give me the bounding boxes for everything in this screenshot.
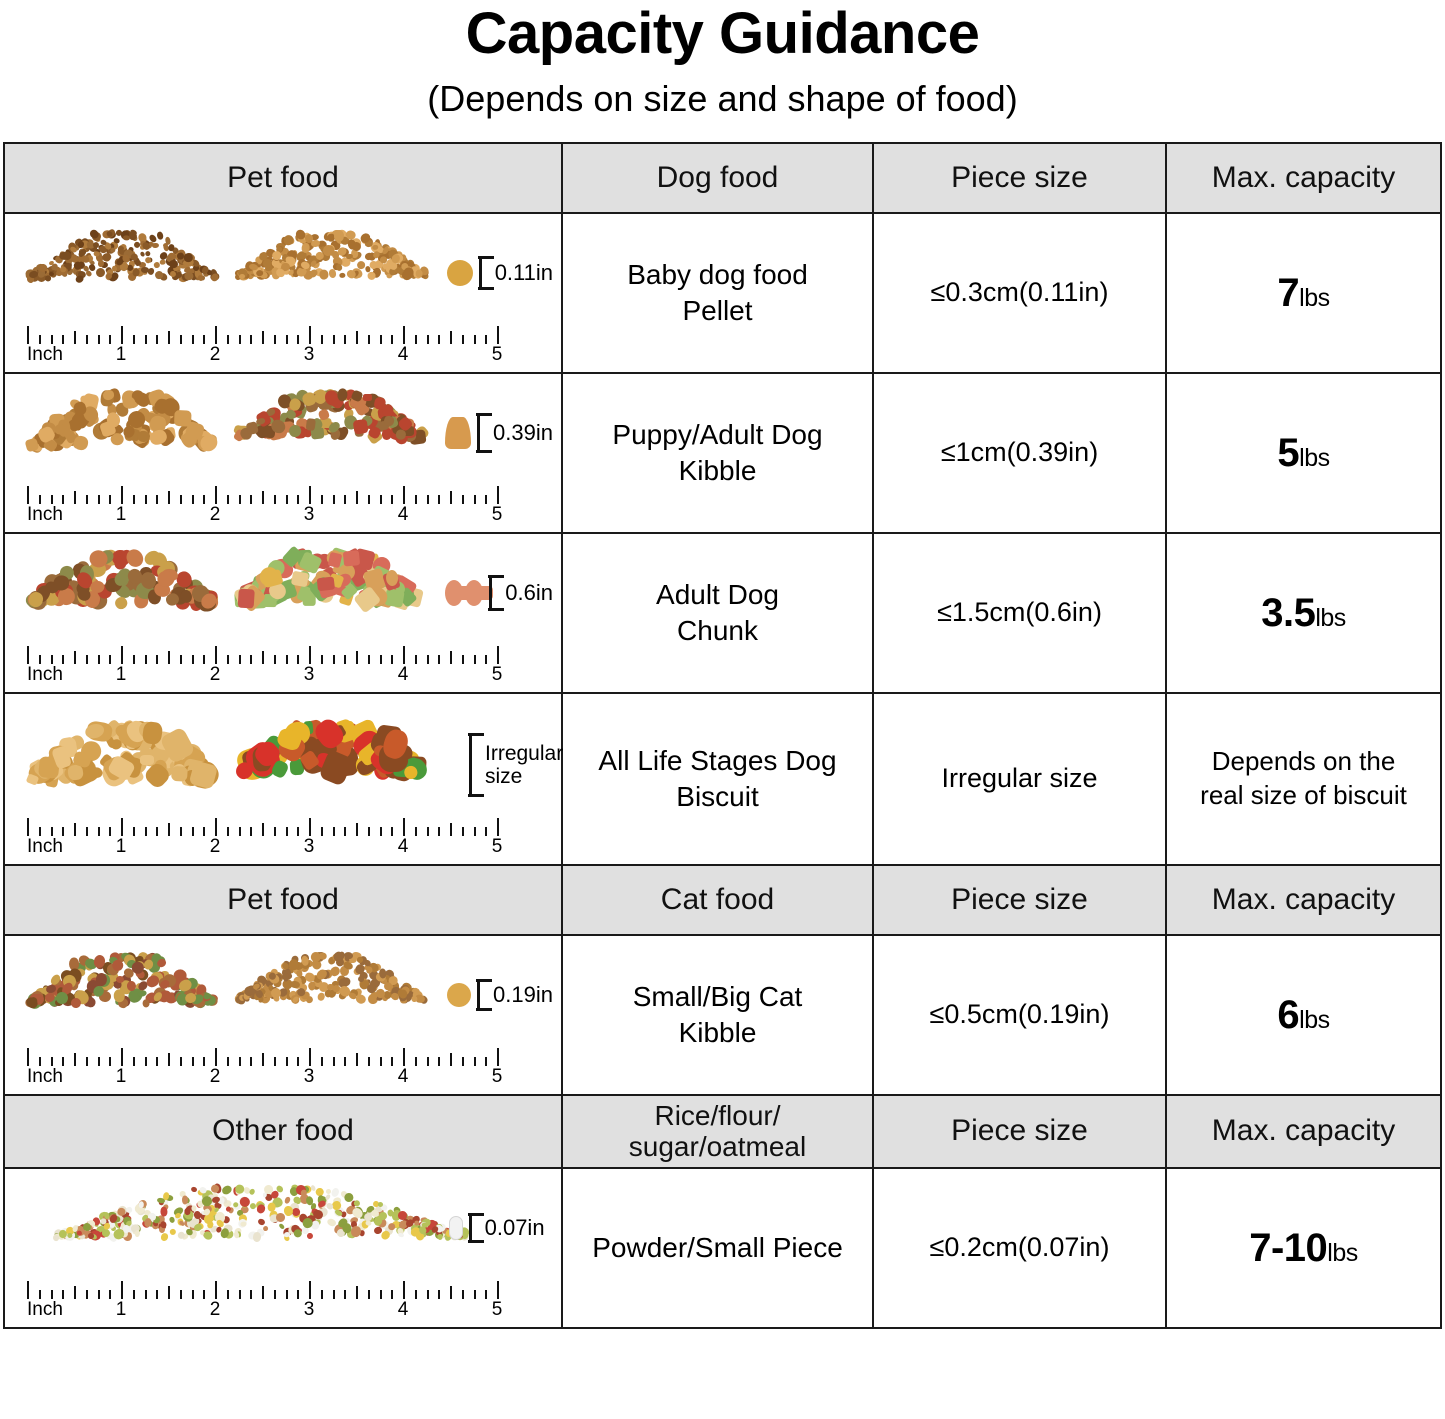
ruler-number: 2: [209, 504, 221, 526]
measure-label: Irregular size: [485, 741, 564, 789]
food-pile-image: [234, 722, 427, 808]
table-row: [4, 935, 1441, 1095]
ruler-number: 5: [491, 1066, 503, 1088]
ruler-number: 1: [115, 664, 127, 686]
table-row: [4, 693, 1441, 865]
food-name-line2: Chunk: [677, 615, 758, 647]
capacity-value: 5: [1277, 431, 1300, 476]
food-pile-image: [234, 550, 427, 636]
ruler-numbers: [27, 344, 503, 368]
ruler-number: 1: [115, 1298, 127, 1320]
ruler-numbers: [27, 504, 503, 528]
capacity-value: 7: [1277, 271, 1300, 316]
food-pile-image: [53, 1185, 469, 1271]
capacity-table: [3, 142, 1442, 1329]
header-piece-size: Piece size: [873, 865, 1166, 935]
header-cat-food: Cat food: [562, 865, 873, 935]
header-max-capacity: Max. capacity: [1166, 1095, 1441, 1168]
ruler-number: 4: [397, 1066, 409, 1088]
capacity-cell: [1166, 935, 1441, 1095]
ruler-number: 2: [209, 1298, 221, 1320]
measure-label: 0.6in: [505, 579, 553, 605]
measure-label: 0.07in: [484, 1214, 545, 1240]
sample-cell: [4, 1168, 562, 1328]
table-row: [4, 373, 1441, 533]
ruler-number: 3: [303, 1066, 315, 1088]
section-header-dog: [4, 143, 1441, 213]
food-name-cell: [562, 213, 873, 373]
food-pile-image: [25, 952, 219, 1038]
ruler-number: 1: [115, 504, 127, 526]
ruler-number: 1: [115, 344, 127, 366]
ruler-number: 5: [491, 836, 503, 858]
food-pile-image: [235, 952, 429, 1038]
measurement-bracket: [469, 1213, 545, 1243]
ruler-number: 1: [115, 1066, 127, 1088]
ruler-numbers: [27, 664, 503, 688]
capacity-value: 6: [1277, 993, 1300, 1038]
ruler-number: 2: [209, 836, 221, 858]
capacity-cell: [1166, 213, 1441, 373]
piece-size-cell: ≤1.5cm(0.6in): [873, 533, 1166, 693]
ruler-number: 3: [303, 836, 315, 858]
food-name-line1: Puppy/Adult Dog: [612, 418, 823, 450]
header-max-capacity: Max. capacity: [1166, 143, 1441, 213]
sample-cell: [4, 373, 562, 533]
ruler-ticks: [27, 1277, 497, 1299]
ruler-number: 3: [303, 344, 315, 366]
food-name-line1: All Life Stages Dog: [598, 744, 837, 776]
ruler-number: 4: [397, 344, 409, 366]
header-max-capacity: Max. capacity: [1166, 865, 1441, 935]
measurement-bracket: [479, 256, 553, 290]
ruler-number: 3: [303, 1298, 315, 1320]
measure-label: 0.19in: [493, 981, 553, 1007]
food-name-line1: Baby dog food: [627, 258, 808, 290]
capacity-value: 7-10: [1249, 1225, 1328, 1270]
ruler-number: 5: [491, 664, 503, 686]
ruler-ticks: [27, 642, 497, 664]
ruler-number: 3: [303, 504, 315, 526]
ruler-unit-label: Inch: [27, 836, 63, 858]
food-name-cell: [562, 693, 873, 865]
ruler-number: 1: [115, 836, 127, 858]
header-rice-line2: sugar/oatmeal: [628, 1131, 807, 1163]
ruler-ticks: [27, 814, 497, 836]
sample-cell: [4, 935, 562, 1095]
table-row: [4, 533, 1441, 693]
food-name-line1: Small/Big Cat: [632, 980, 803, 1012]
piece-size-cell: Irregular size: [873, 693, 1166, 865]
food-pile-image: [25, 390, 218, 476]
header-piece-size: Piece size: [873, 1095, 1166, 1168]
piece-size-cell: ≤0.2cm(0.07in): [873, 1168, 1166, 1328]
header-other-food: Other food: [4, 1095, 562, 1168]
measure-label: 0.39in: [493, 419, 553, 445]
ruler-numbers: [27, 1298, 503, 1323]
piece-size-cell: ≤0.5cm(0.19in): [873, 935, 1166, 1095]
food-pile-image: [25, 550, 218, 636]
header-rice-flour: [562, 1095, 873, 1168]
table-row: [4, 213, 1441, 373]
sample-cell: [4, 213, 562, 373]
measure-label: 0.11in: [494, 259, 553, 285]
single-piece-sample: [445, 390, 553, 476]
ruler-number: 2: [209, 344, 221, 366]
single-piece-sample: [445, 550, 553, 636]
single-piece-sample: [447, 230, 553, 316]
food-name-cell: [562, 1168, 873, 1328]
header-piece-size: Piece size: [873, 143, 1166, 213]
ruler-unit-label: Inch: [27, 1066, 63, 1088]
ruler-number: 4: [397, 836, 409, 858]
ruler-unit-label: Inch: [27, 504, 63, 526]
ruler-number: 2: [209, 1066, 221, 1088]
food-pile-image: [25, 230, 219, 316]
capacity-unit: lbs: [1299, 444, 1330, 473]
capacity-cell: [1166, 373, 1441, 533]
piece-size-cell: ≤0.3cm(0.11in): [873, 213, 1166, 373]
ruler-unit-label: Inch: [27, 1298, 63, 1320]
food-name-cell: [562, 533, 873, 693]
food-pile-image: [234, 390, 427, 476]
page-title: Capacity Guidance: [465, 1, 980, 66]
food-pile-image: [25, 722, 218, 808]
measurement-bracket: [477, 979, 553, 1011]
food-name-line2: Kibble: [678, 1017, 757, 1049]
capacity-value: 3.5: [1261, 591, 1316, 636]
ruler-ticks: [27, 1044, 497, 1066]
page-subtitle: (Depends on size and shape of food): [427, 77, 1018, 119]
ruler-numbers: [27, 1066, 503, 1090]
ruler-number: 3: [303, 664, 315, 686]
piece-size-cell: ≤1cm(0.39in): [873, 373, 1166, 533]
capacity-text-line1: Depends on the: [1211, 746, 1396, 777]
section-header-cat: [4, 865, 1441, 935]
ruler-number: 4: [397, 1298, 409, 1320]
ruler-number: 2: [209, 664, 221, 686]
ruler-number: 4: [397, 664, 409, 686]
single-piece-sample: [449, 1185, 553, 1271]
sample-cell: [4, 533, 562, 693]
ruler-numbers: [27, 836, 503, 860]
measurement-bracket: [477, 413, 553, 453]
ruler-unit-label: Inch: [27, 664, 63, 686]
ruler-unit-label: Inch: [27, 344, 63, 366]
measurement-bracket: [489, 575, 553, 611]
ruler: [27, 1277, 503, 1323]
header-pet-food: Pet food: [4, 143, 562, 213]
page-header: [0, 0, 1445, 120]
capacity-cell: [1166, 533, 1441, 693]
header-dog-food: Dog food: [562, 143, 873, 213]
ruler-ticks: [27, 322, 497, 344]
ruler-number: 4: [397, 504, 409, 526]
capacity-unit: lbs: [1299, 284, 1330, 313]
food-name-line2: Kibble: [678, 455, 757, 487]
capacity-unit: lbs: [1315, 604, 1346, 633]
ruler: [27, 814, 503, 860]
bone-shape: [445, 580, 483, 606]
ruler: [27, 322, 503, 368]
ruler: [27, 1044, 503, 1090]
food-name-cell: [562, 373, 873, 533]
table-row: [4, 1168, 1441, 1328]
ruler: [27, 642, 503, 688]
ruler-number: 5: [491, 504, 503, 526]
capacity-unit: lbs: [1299, 1006, 1330, 1035]
header-rice-line1: Rice/flour/: [654, 1100, 781, 1132]
food-name-line2: Biscuit: [676, 781, 759, 813]
capacity-cell: [1166, 1168, 1441, 1328]
ruler-ticks: [27, 482, 497, 504]
food-name-cell: [562, 935, 873, 1095]
food-pile-image: [235, 230, 429, 316]
capacity-unit: lbs: [1327, 1238, 1358, 1267]
capacity-text-line2: real size of biscuit: [1200, 780, 1407, 811]
measurement-bracket: [469, 733, 565, 797]
food-name-line1: Adult Dog: [656, 578, 779, 610]
section-header-other: [4, 1095, 1441, 1168]
sample-cell: [4, 693, 562, 865]
ruler-number: 5: [491, 1298, 503, 1320]
single-piece-sample: [447, 952, 553, 1038]
ruler-number: 5: [491, 344, 503, 366]
header-pet-food: Pet food: [4, 865, 562, 935]
capacity-cell: [1166, 693, 1441, 865]
single-piece-sample: [445, 722, 564, 808]
food-name-line1: Powder/Small Piece: [592, 1231, 843, 1263]
ruler: [27, 482, 503, 528]
food-name-line2: Pellet: [682, 295, 753, 327]
